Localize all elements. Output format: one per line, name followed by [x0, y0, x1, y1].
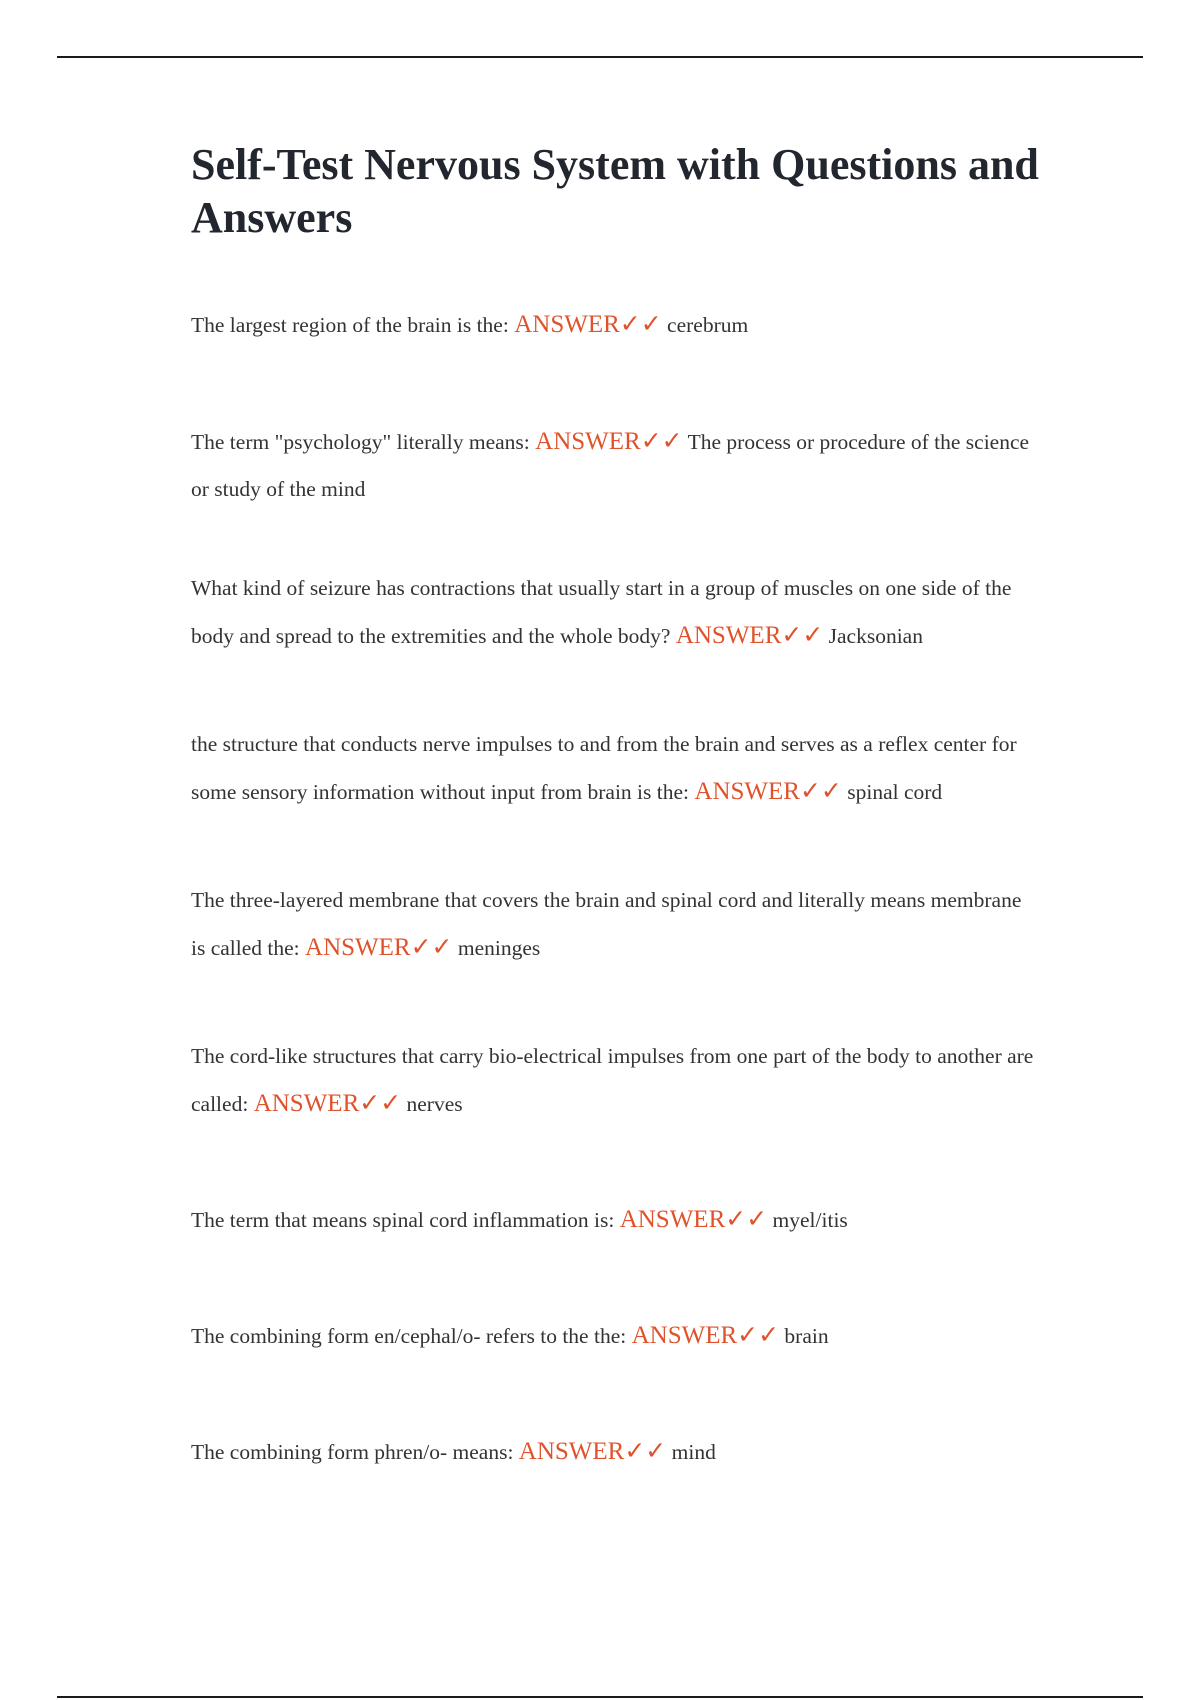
answer-text: cerebrum — [667, 313, 749, 337]
question-text: The largest region of the brain is the: — [191, 313, 509, 337]
qa-item — [191, 721, 1041, 816]
document-body — [191, 138, 1041, 1476]
answer-text: meninges — [457, 936, 541, 960]
qa-item — [191, 418, 1041, 513]
qa-list — [191, 301, 1041, 1476]
qa-item — [191, 301, 1041, 349]
answer-text: The process or procedure of the science or study of the mind — [191, 430, 1030, 501]
answer-label: ANSWER✓✓ — [305, 934, 453, 961]
document-title: Self-Test Nervous System with Questions and Answers — [191, 140, 1039, 242]
answer-text: brain — [784, 1324, 829, 1348]
answer-label: ANSWER✓✓ — [535, 428, 683, 455]
answer-label: ANSWER✓✓ — [631, 1322, 780, 1349]
question-text: The term that means spinal cord inflammation is: — [191, 1208, 615, 1232]
question-text: The term "psychology" literally means: — [191, 430, 530, 454]
qa-item — [191, 1428, 1041, 1476]
question-text: The cord-like structures that carry bio-electrical impulses from one part of the body to another are called: — [191, 1044, 1034, 1116]
footer-rule — [57, 1696, 1143, 1698]
qa-item — [191, 1196, 1041, 1244]
answer-label: ANSWER✓✓ — [619, 1206, 768, 1233]
qa-item — [191, 877, 1041, 972]
qa-item — [191, 565, 1041, 660]
qa-item — [191, 1033, 1041, 1128]
answer-label: ANSWER✓✓ — [253, 1090, 402, 1117]
answer-text: mind — [671, 1440, 716, 1464]
header-rule — [57, 56, 1143, 58]
question-text: The combining form en/cephal/o- refers to the the: — [191, 1324, 627, 1348]
answer-label: ANSWER✓✓ — [694, 778, 842, 805]
answer-text: nerves — [406, 1092, 463, 1116]
question-text: the structure that conducts nerve impulses to and from the brain and serves as a reflex center for some sensory information without input from brain is the: — [191, 732, 1017, 804]
answer-text: Jacksonian — [828, 624, 923, 648]
answer-label: ANSWER✓✓ — [514, 311, 662, 338]
qa-item — [191, 1312, 1041, 1360]
question-text: The three-layered membrane that covers the brain and spinal cord and literally means membrane is called the: — [191, 888, 1022, 960]
question-text: The combining form phren/o- means: — [191, 1440, 514, 1464]
answer-label: ANSWER✓✓ — [675, 622, 824, 649]
answer-text: spinal cord — [847, 780, 943, 804]
answer-label: ANSWER✓✓ — [518, 1438, 667, 1465]
question-text: What kind of seizure has contractions that usually start in a group of muscles on one side of the body and spread to the extremities and the whole body? — [191, 576, 1012, 648]
answer-text: myel/itis — [772, 1208, 848, 1232]
